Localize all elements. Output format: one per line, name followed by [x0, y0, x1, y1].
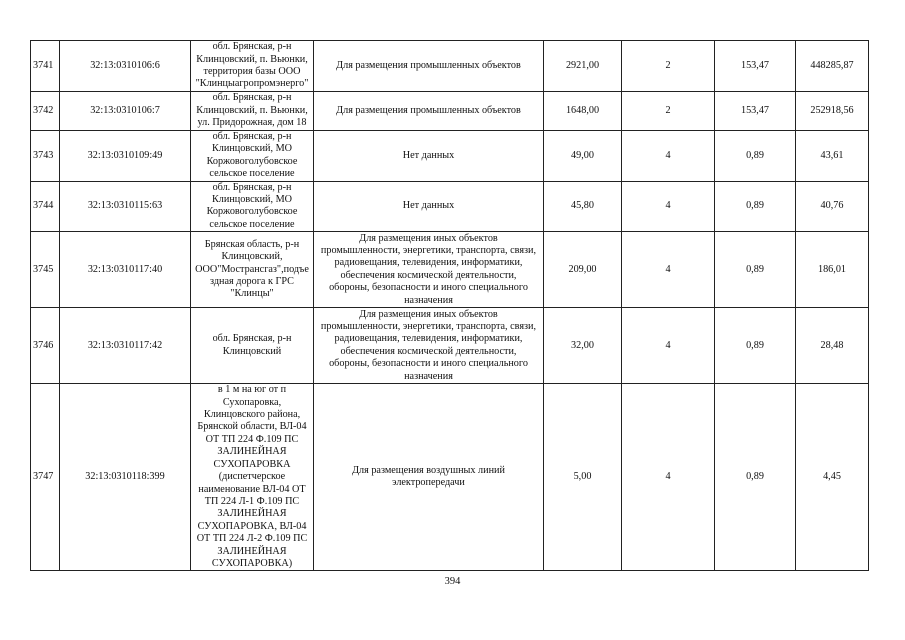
cell-area: 49,00	[544, 131, 622, 182]
cell-group: 2	[622, 41, 715, 92]
cell-address: обл. Брянская, р-н Клинцовский, МО Коржовоголубовское сельское поселение	[191, 131, 314, 182]
cell-cadastral-number: 32:13:0310117:40	[60, 232, 191, 308]
table-row	[31, 92, 869, 131]
cell-row-number: 3742	[31, 92, 60, 131]
cell-group: 4	[622, 131, 715, 182]
cell-area: 2921,00	[544, 41, 622, 92]
cell-cadastral-value: 28,48	[796, 308, 869, 384]
cell-cadastral-value: 43,61	[796, 131, 869, 182]
land-plots-table	[30, 40, 869, 571]
cell-specific-value: 0,89	[715, 232, 796, 308]
cell-permitted-use: Для размещения иных объектов промышленности, энергетики, транспорта, связи, радиовещания, телевидения, информатики, обеспечения космической деятельности, обороны, безопасности и иного специального назначения	[314, 232, 544, 308]
table-row	[31, 41, 869, 92]
cell-specific-value: 0,89	[715, 131, 796, 182]
table-row	[31, 384, 869, 571]
cell-cadastral-number: 32:13:0310106:7	[60, 92, 191, 131]
cell-row-number: 3746	[31, 308, 60, 384]
cell-row-number: 3741	[31, 41, 60, 92]
cell-area: 209,00	[544, 232, 622, 308]
cell-permitted-use: Для размещения промышленных объектов	[314, 92, 544, 131]
cell-address: обл. Брянская, р-н Клинцовский, МО Коржовоголубовское сельское поселение	[191, 181, 314, 232]
cell-group: 4	[622, 384, 715, 571]
table-row	[31, 308, 869, 384]
cell-cadastral-number: 32:13:0310117:42	[60, 308, 191, 384]
cell-permitted-use: Нет данных	[314, 131, 544, 182]
cell-permitted-use: Для размещения промышленных объектов	[314, 41, 544, 92]
cell-specific-value: 0,89	[715, 308, 796, 384]
cell-specific-value: 153,47	[715, 41, 796, 92]
cell-cadastral-number: 32:13:0310115:63	[60, 181, 191, 232]
cell-specific-value: 0,89	[715, 181, 796, 232]
table-row	[31, 232, 869, 308]
cell-cadastral-value: 40,76	[796, 181, 869, 232]
cell-cadastral-number: 32:13:0310106:6	[60, 41, 191, 92]
cell-row-number: 3743	[31, 131, 60, 182]
cell-cadastral-value: 4,45	[796, 384, 869, 571]
cell-area: 45,80	[544, 181, 622, 232]
cell-permitted-use: Для размещения воздушных линий электропередачи	[314, 384, 544, 571]
table-body	[31, 41, 869, 571]
cell-cadastral-number: 32:13:0310118:399	[60, 384, 191, 571]
cell-row-number: 3744	[31, 181, 60, 232]
page-number: 394	[444, 576, 461, 587]
cell-cadastral-value: 252918,56	[796, 92, 869, 131]
cell-permitted-use: Для размещения иных объектов промышленности, энергетики, транспорта, связи, радиовещания, телевидения, информатики, обеспечения космической деятельности, обороны, безопасности и иного специального назначения	[314, 308, 544, 384]
cell-cadastral-value: 186,01	[796, 232, 869, 308]
cell-address: Брянская область, р-н Клинцовский, ООО"Мострансгаз",подъе здная дорога к ГРС "Клинцы"	[191, 232, 314, 308]
cell-specific-value: 0,89	[715, 384, 796, 571]
cell-cadastral-value: 448285,87	[796, 41, 869, 92]
table-row	[31, 131, 869, 182]
cell-cadastral-number: 32:13:0310109:49	[60, 131, 191, 182]
cell-address: обл. Брянская, р-н Клинцовский, п. Вьюнки, ул. Придорожная, дом 18	[191, 92, 314, 131]
table-row	[31, 181, 869, 232]
cell-address: обл. Брянская, р-н Клинцовский, п. Вьюнки, территория базы ООО "Клинцыагропромэнерго"	[191, 41, 314, 92]
cell-group: 2	[622, 92, 715, 131]
cell-address: обл. Брянская, р-н Клинцовский	[191, 308, 314, 384]
cell-row-number: 3745	[31, 232, 60, 308]
cell-area: 1648,00	[544, 92, 622, 131]
cell-group: 4	[622, 232, 715, 308]
cell-address: в 1 м на юг от п Сухопаровка, Клинцовского района, Брянской области, ВЛ-04 ОТ ТП 224 Ф.109 ПС ЗАЛИНЕЙНАЯ СУХОПАРОВКА (диспетчерское наименование ВЛ-04 ОТ ТП 224 Л-1 Ф.109 ПС ЗАЛИНЕЙНАЯ СУХОПАРОВКА, ВЛ-04 ОТ ТП 224 Л-2 Ф.109 ПС ЗАЛИНЕЙНАЯ СУХОПАРОВКА)	[191, 384, 314, 571]
cell-area: 32,00	[544, 308, 622, 384]
cell-row-number: 3747	[31, 384, 60, 571]
cell-area: 5,00	[544, 384, 622, 571]
cell-permitted-use: Нет данных	[314, 181, 544, 232]
cell-group: 4	[622, 308, 715, 384]
cell-specific-value: 153,47	[715, 92, 796, 131]
cell-group: 4	[622, 181, 715, 232]
